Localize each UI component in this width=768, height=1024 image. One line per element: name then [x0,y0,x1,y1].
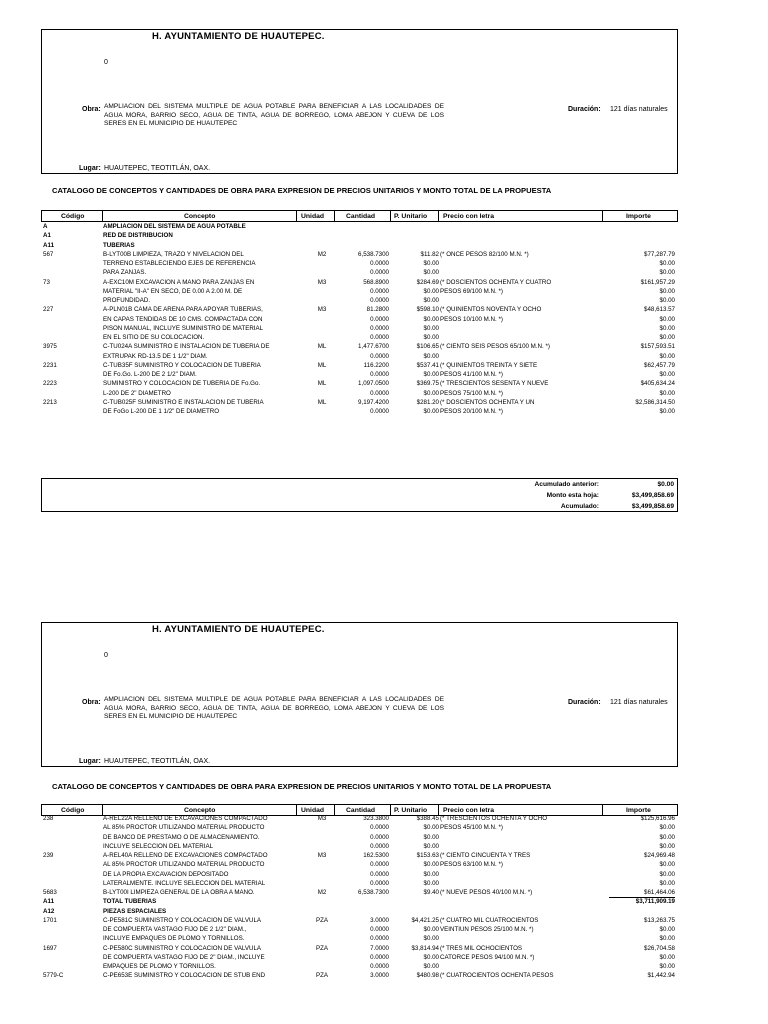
row-importe: $0.00 [659,879,675,887]
row-importe: $0.00 [659,861,675,869]
table-row [41,925,678,934]
row-p-unitario: $0.00 [423,824,439,832]
row-concepto: B-LYT00I LIMPIEZA GENERAL DE LA OBRA A MANO. [103,889,255,896]
row-importe: $125,616.96 [640,815,675,822]
row-importe: $24,969.48 [644,852,675,859]
row-precio-letra: (* TRES MIL OCHOCIENTOS [440,944,523,952]
row-precio-letra: (* CIENTO CINCUENTA Y TRES [440,852,531,859]
col-cantidad: Cantidad [346,806,376,814]
table-row [41,231,678,240]
header-box [41,29,678,174]
table-row [41,870,678,879]
row-concepto: AMPLIACION DEL SISTEMA DE AGUA POTABLE [103,223,246,230]
row-importe: $2,586,314.50 [635,398,675,406]
row-code: 238 [43,815,54,822]
table-header [41,210,678,222]
row-concepto: EN EL SITIO DE SU COLOCACION. [103,334,205,341]
catalog-title: CATALOGO DE CONCEPTOS Y CANTIDADES DE OBRA PARA EXPRESION DE PRECIOS UNITARIOS Y MONTO TOTAL DE LA PROPUESTA [52,186,552,195]
row-precio-letra: PESOS 69/100 M.N. *) [440,287,503,295]
row-p-unitario: $369.75 [416,380,439,388]
row-p-unitario: $0.00 [423,324,439,332]
row-importe: $0.00 [659,842,675,850]
table-row [41,879,678,888]
row-concepto: C-TUB025F SUMINISTRO E INSTALACION DE TUBERIA [103,398,264,406]
row-code: 2213 [43,398,57,406]
header-box [41,622,678,767]
row-p-unitario: $0.00 [423,861,439,869]
row-importe: $0.00 [659,324,675,332]
row-precio-letra: (* QUINIENTOS TREINTA Y SIETE [440,361,538,369]
row-precio-letra: (* CIENTO SEIS PESOS 65/100 M.N. *) [440,343,550,351]
acumulado-anterior-value: $0.00 [657,481,674,488]
row-importe: $0.00 [659,352,675,360]
col-concepto: Concepto [184,806,216,814]
table-row [41,860,678,869]
row-unidad: PZA [315,944,329,952]
row-importe: $13,263.75 [644,916,675,924]
row-concepto: INCLUYE SELECCION DEL MATERIAL [103,842,214,850]
row-importe: $0.00 [659,297,675,304]
row-concepto: LATERALMENTE. INCLUYE SELECCION DEL MATERIAL [103,879,266,887]
row-code: 5779-C [43,972,64,980]
row-importe: $0.00 [659,371,675,378]
row-p-unitario: $3,814.94 [411,944,439,952]
row-code: 567 [43,250,54,258]
row-p-unitario: $598.10 [416,306,439,314]
row-importe: $0.00 [659,389,675,397]
row-unidad: ML [317,361,327,369]
row-cantidad: 3.0000 [370,972,389,980]
table-row [41,851,678,860]
table-row [41,370,678,379]
table-row [41,888,678,897]
row-code: 227 [43,306,54,314]
row-importe: $0.00 [659,963,675,970]
row-unidad: PZA [315,972,329,980]
table-body-page-2 [41,814,678,981]
row-cantidad: 0.0000 [370,324,389,332]
row-concepto: TUBERIAS [103,241,135,249]
row-importe: $0.00 [659,824,675,832]
acumulado-value: $3,499,858.69 [631,503,674,510]
table-row [41,897,678,906]
row-importe: $405,634.24 [640,380,675,388]
row-concepto: A-REL22A RELLENO DE EXCAVACIONES COMPACTADO [103,815,268,822]
row-concepto: DE Fo.Go. L-200 DE 2 1/2" DIAM. [103,371,197,378]
row-precio-letra: PESOS 10/100 M.N. *) [440,315,503,323]
table-row [41,278,678,287]
row-p-unitario: $0.00 [423,297,439,304]
table-row [41,934,678,943]
row-cantidad: 0.0000 [370,935,389,943]
row-importe: $0.00 [659,926,675,933]
row-cantidad: 0.0000 [370,879,389,887]
row-precio-letra: (* QUINIENTOS NOVENTA Y OCHO [440,306,542,314]
row-importe: $0.00 [659,269,675,277]
row-importe: $77,287.79 [644,250,675,258]
row-cantidad: 0.0000 [370,352,389,360]
row-code: 5683 [43,889,57,896]
row-concepto: DE FoGo L-200 DE 1 1/2" DE DIAMETRO [103,408,220,415]
table-row [41,352,678,361]
row-unidad: M3 [317,278,327,286]
col-precio-letra: Precio con letra [443,806,494,814]
col-codigo: Código [61,806,85,814]
row-p-unitario: $0.00 [423,870,439,878]
row-importe: $0.00 [659,870,675,878]
table-row [41,823,678,832]
row-concepto: C-PE581C SUMINISTRO Y COLOCACION DE VALVULA [103,916,262,924]
row-precio-letra: PESOS 63/100 M.N. *) [440,861,503,869]
row-unidad: ML [317,343,327,351]
row-cantidad: 162.5300 [363,852,389,859]
row-cantidad: 0.0000 [370,389,389,397]
row-precio-letra: PESOS 45/100 M.N. *) [440,824,503,832]
row-concepto: C-PE580C SUMINISTRO Y COLOCACION DE VALVULA [103,944,262,952]
row-p-unitario: $0.00 [423,371,439,378]
row-cantidad: 6,538.7300 [358,250,389,258]
acumulado-anterior-label: Acumulado anterior: [534,481,599,488]
table-row [41,833,678,842]
row-cantidad: 0.0000 [370,824,389,832]
row-p-unitario: $0.00 [423,953,439,961]
table-row [41,222,678,231]
row-concepto: DE COMPUERTA VASTAGO FIJO DE 2" DIAM., INCLUYE [103,953,265,961]
row-cantidad: 0.0000 [370,315,389,323]
duracion-label: Duración: [568,106,601,113]
col-precio-letra: Precio con letra [443,212,494,220]
row-concepto: EXTRUPAK RD-13.5 DE 1 1/2" DIAM. [103,352,208,360]
table-row [41,287,678,296]
table-row [41,315,678,324]
row-cantidad: 0.0000 [370,842,389,850]
row-code: 3975 [43,343,57,351]
row-precio-letra: (* TRESCIENTOS SESENTA Y NUEVE [440,380,549,388]
row-code: A11 [43,241,55,249]
col-cantidad: Cantidad [346,212,376,220]
row-concepto: L-200 DE 2" DIAMETRO [103,389,171,397]
table-row [41,361,678,370]
row-unidad: PZA [315,916,329,924]
table-row [41,250,678,259]
row-p-unitario: $153.63 [416,852,439,859]
table-row [41,407,678,416]
row-concepto: EN CAPAS TENDIDAS DE 10 CMS. COMPACTADA CON [103,315,263,323]
row-cantidad: 0.0000 [370,953,389,961]
lugar-label: Lugar: [79,165,101,172]
row-cantidad: 0.0000 [370,963,389,970]
table-row [41,379,678,388]
row-cantidad: 9,197.4200 [358,398,389,406]
row-importe: $0.00 [659,260,675,267]
row-concepto: TERRENO ESTABLECIENDO EJES DE REFERENCIA [103,260,256,267]
row-concepto: PIEZAS ESPACIALES [103,907,167,915]
table-row [41,398,678,407]
row-unidad: M2 [317,250,327,258]
row-concepto: B-LYT00B LIMPIEZA, TRAZO Y NIVELACION DEL [103,250,244,258]
table-row [41,342,678,351]
table-body-page-1 [41,222,678,416]
row-p-unitario: $0.00 [423,352,439,360]
row-p-unitario: $480.98 [416,972,439,980]
row-concepto: AL 85% PROCTOR UTILIZANDO MATERIAL PRODUCTO [103,861,265,869]
row-p-unitario: $0.00 [423,833,439,841]
row-p-unitario: $281.20 [416,398,439,406]
row-p-unitario: $11.82 [420,250,439,258]
table-row [41,962,678,971]
row-code: A12 [43,907,55,915]
row-p-unitario: $0.00 [423,963,439,970]
row-code: A11 [43,898,55,906]
row-precio-letra: CATORCE PESOS 94/100 M.N. *) [440,953,535,961]
row-importe: $26,704.58 [644,944,675,952]
table-row [41,842,678,851]
row-cantidad: 323.3800 [363,815,389,822]
row-p-unitario: $0.00 [423,315,439,323]
col-importe: Importe [626,212,651,220]
row-concepto: SUMINISTRO Y COLOCACION DE TUBERIA DE Fo.Go. [103,380,261,388]
row-importe: $0.00 [659,315,675,323]
row-precio-letra: (* DOSCIENTOS OCHENTA Y UN [440,398,535,406]
monto-hoja-label: Monto esta hoja: [546,492,599,499]
row-importe: $62,457.79 [644,361,675,369]
table-row [41,259,678,268]
row-importe: $61,464.06 [644,889,675,896]
table-row [41,953,678,962]
header-title: H. AYUNTAMIENTO DE HUAUTEPEC. [152,31,325,42]
col-unidad: Unidad [301,212,325,220]
row-cantidad: 116.2200 [363,361,389,369]
row-cantidad: 0.0000 [370,334,389,341]
row-concepto: AL 85% PROCTOR UTILIZANDO MATERIAL PRODUCTO [103,824,265,832]
row-cantidad: 1,477.6700 [358,343,389,351]
row-p-unitario: $0.00 [423,842,439,850]
row-p-unitario: $0.00 [423,334,439,341]
row-code: 1701 [43,916,57,924]
row-unidad: M3 [317,815,327,822]
row-importe: $0.00 [659,287,675,295]
row-cantidad: 6,538.7300 [358,889,389,896]
row-concepto: A-PLN01B CAMA DE ARENA PARA APOYAR TUBERIAS, [103,306,263,314]
row-concepto: DE COMPUERTA VASTAGO FIJO DE 2 1/2" DIAM., [103,926,247,933]
duracion-value: 121 días naturales [610,106,668,113]
col-unidad: Unidad [301,806,325,814]
row-cantidad: 1,097.0500 [358,380,389,388]
row-p-unitario: $0.00 [423,260,439,267]
row-concepto: C-PE653E SUMINISTRO Y COLOCACION DE STUB END [103,972,266,980]
obra-label: Obra: [82,699,101,706]
row-p-unitario: $0.00 [423,935,439,943]
row-p-unitario: $284.69 [416,278,439,286]
row-importe: $0.00 [659,935,675,943]
row-cantidad: 0.0000 [370,260,389,267]
row-precio-letra: PESOS 75/100 M.N. *) [440,389,503,397]
lugar-value: HUAUTEPEC, TEOTITLÁN, OAX. [104,758,211,765]
acumulado-label: Acumulado: [560,503,599,510]
row-code: 239 [43,852,54,859]
row-importe: $0.00 [659,408,675,415]
row-unidad: M2 [317,889,327,896]
row-p-unitario: $0.00 [423,408,439,415]
col-codigo: Código [61,212,85,220]
row-p-unitario: $537.41 [416,361,439,369]
row-unidad: M3 [317,852,327,859]
table-row [41,268,678,277]
duracion-label: Duración: [568,699,601,706]
table-row [41,333,678,342]
monto-hoja-value: $3,499,858.69 [631,492,674,499]
row-cantidad: 0.0000 [370,287,389,295]
row-p-unitario: $388.45 [416,815,439,822]
row-concepto: DE LA PROPIA EXCAVACION DEPOSITADO [103,870,229,878]
row-precio-letra: (* ONCE PESOS 82/100 M.N. *) [440,250,529,258]
col-p-unitario: P. Unitario [394,212,428,220]
row-code: A [43,223,48,230]
row-p-unitario: $0.00 [423,287,439,295]
row-p-unitario: $0.00 [423,389,439,397]
row-concepto: EMPAQUES DE PLOMO Y TORNILLOS. [103,963,216,970]
table-row [41,305,678,314]
totals-box [41,478,678,512]
row-cantidad: 0.0000 [370,861,389,869]
row-p-unitario: $0.00 [423,269,439,277]
table-row [41,916,678,925]
table-row [41,907,678,916]
table-row [41,241,678,250]
table-row [41,389,678,398]
lugar-label: Lugar: [79,758,101,765]
row-concepto: C-TUB35F SUMINISTRO Y COLOCACION DE TUBERIA [103,361,261,369]
row-code: 2231 [43,361,57,369]
row-concepto: A-EXC10M EXCAVACION A MANO PARA ZANJAS EN [103,278,255,286]
row-importe: $0.00 [659,953,675,961]
obra-text: AMPLIACION DEL SISTEMA MULTIPLE DE AGUA POTABLE PARA BENEFICIAR A LAS LOCALIDADES DE AGUA MORA, BARRIO SECO, AGUA DE TINTA, AGUA DE BORREGO, LOMA ABEJON Y CUEVA DE LOS SERES EN EL MUNICIPIO DE HUAUTEPEC [104,103,444,128]
row-p-unitario: $0.00 [423,926,439,933]
row-cantidad: 3.0000 [370,916,389,924]
row-precio-letra: PESOS 41/100 M.N. *) [440,371,503,378]
row-importe: $3,711,909.19 [635,898,675,906]
row-concepto: TOTAL TUBERIAS [103,898,157,906]
row-p-unitario: $106.65 [416,343,439,351]
row-cantidad: 0.0000 [370,833,389,841]
obra-label: Obra: [82,106,101,113]
row-precio-letra: (* CUATROCIENTOS OCHENTA PESOS [440,972,554,980]
row-importe: $157,593.51 [640,343,675,351]
col-p-unitario: P. Unitario [394,806,428,814]
row-code: A1 [43,232,51,240]
row-cantidad: 0.0000 [370,408,389,415]
row-concepto: PROFUNDIDAD. [103,297,151,304]
col-importe: Importe [626,806,651,814]
lugar-value: HUAUTEPEC, TEOTITLÁN, OAX. [104,165,211,172]
row-cantidad: 0.0000 [370,297,389,304]
table-row [41,971,678,980]
row-concepto: C-TU024A SUMINISTRO E INSTALACION DE TUBERIA DE [103,343,270,351]
row-p-unitario: $4,421.25 [411,916,439,924]
row-cantidad: 7.0000 [370,944,389,952]
obra-text: AMPLIACION DEL SISTEMA MULTIPLE DE AGUA POTABLE PARA BENEFICIAR A LAS LOCALIDADES DE AGUA MORA, BARRIO SECO, AGUA DE TINTA, AGUA DE BORREGO, LOMA ABEJON Y CUEVA DE LOS SERES EN EL MUNICIPIO DE HUAUTEPEC [104,696,444,721]
row-unidad: M3 [317,306,327,314]
row-cantidad: 81.2800 [366,306,389,314]
row-cantidad: 0.0000 [370,926,389,933]
row-concepto: INCLUYE EMPAQUES DE PLOMO Y TORNILLOS. [103,935,245,943]
row-concepto: PARA ZANJAS. [103,269,147,277]
row-concepto: RED DE DISTRIBUCION [103,232,173,240]
table-row [41,296,678,305]
col-concepto: Concepto [184,212,216,220]
row-cantidad: 0.0000 [370,870,389,878]
header-title: H. AYUNTAMIENTO DE HUAUTEPEC. [152,624,325,635]
row-cantidad: 568.8900 [363,278,389,286]
table-row [41,814,678,823]
row-cantidad: 0.0000 [370,269,389,277]
row-precio-letra: VEINTIUN PESOS 25/100 M.N. *) [440,926,534,933]
row-concepto: DE BANCO DE PRESTAMO O DE ALMACENAMIENTO. [103,833,260,841]
table-row [41,324,678,333]
row-p-unitario: $9.40 [423,889,439,896]
row-precio-letra: (* NUEVE PESOS 40/100 M.N. *) [440,889,533,896]
row-importe: $48,613.57 [644,306,675,314]
row-concepto: MATERIAL "II-A" EN SECO, DE 0.00 A 2.00 M. DE [103,287,243,295]
header-zero: 0 [104,652,108,659]
row-p-unitario: $0.00 [423,879,439,887]
row-precio-letra: (* TRESCIENTOS OCHENTA Y OCHO [440,815,548,822]
row-concepto: PISON MANUAL, INCLUYE SUMINISTRO DE MATERIAL [103,324,264,332]
row-precio-letra: (* DOSCIENTOS OCHENTA Y CUATRO [440,278,552,286]
row-precio-letra: (* CUATRO MIL CUATROCIENTOS [440,916,539,924]
row-importe: $0.00 [659,833,675,841]
row-importe: $0.00 [659,334,675,341]
row-code: 1697 [43,944,57,952]
row-concepto: A-REL40A RELLENO DE EXCAVACIONES COMPACTADO [103,852,268,859]
table-row [41,944,678,953]
row-precio-letra: PESOS 20/100 M.N. *) [440,408,503,415]
header-zero: 0 [104,59,108,66]
row-importe: $161,957.29 [640,278,675,286]
catalog-title: CATALOGO DE CONCEPTOS Y CANTIDADES DE OBRA PARA EXPRESION DE PRECIOS UNITARIOS Y MONTO TOTAL DE LA PROPUESTA [52,782,552,791]
row-unidad: ML [317,398,327,406]
row-unidad: ML [317,380,327,388]
row-importe: $1,442.94 [647,972,675,980]
row-cantidad: 0.0000 [370,371,389,378]
row-code: 73 [43,278,50,286]
row-code: 2223 [43,380,57,388]
duracion-value: 121 días naturales [610,699,668,706]
